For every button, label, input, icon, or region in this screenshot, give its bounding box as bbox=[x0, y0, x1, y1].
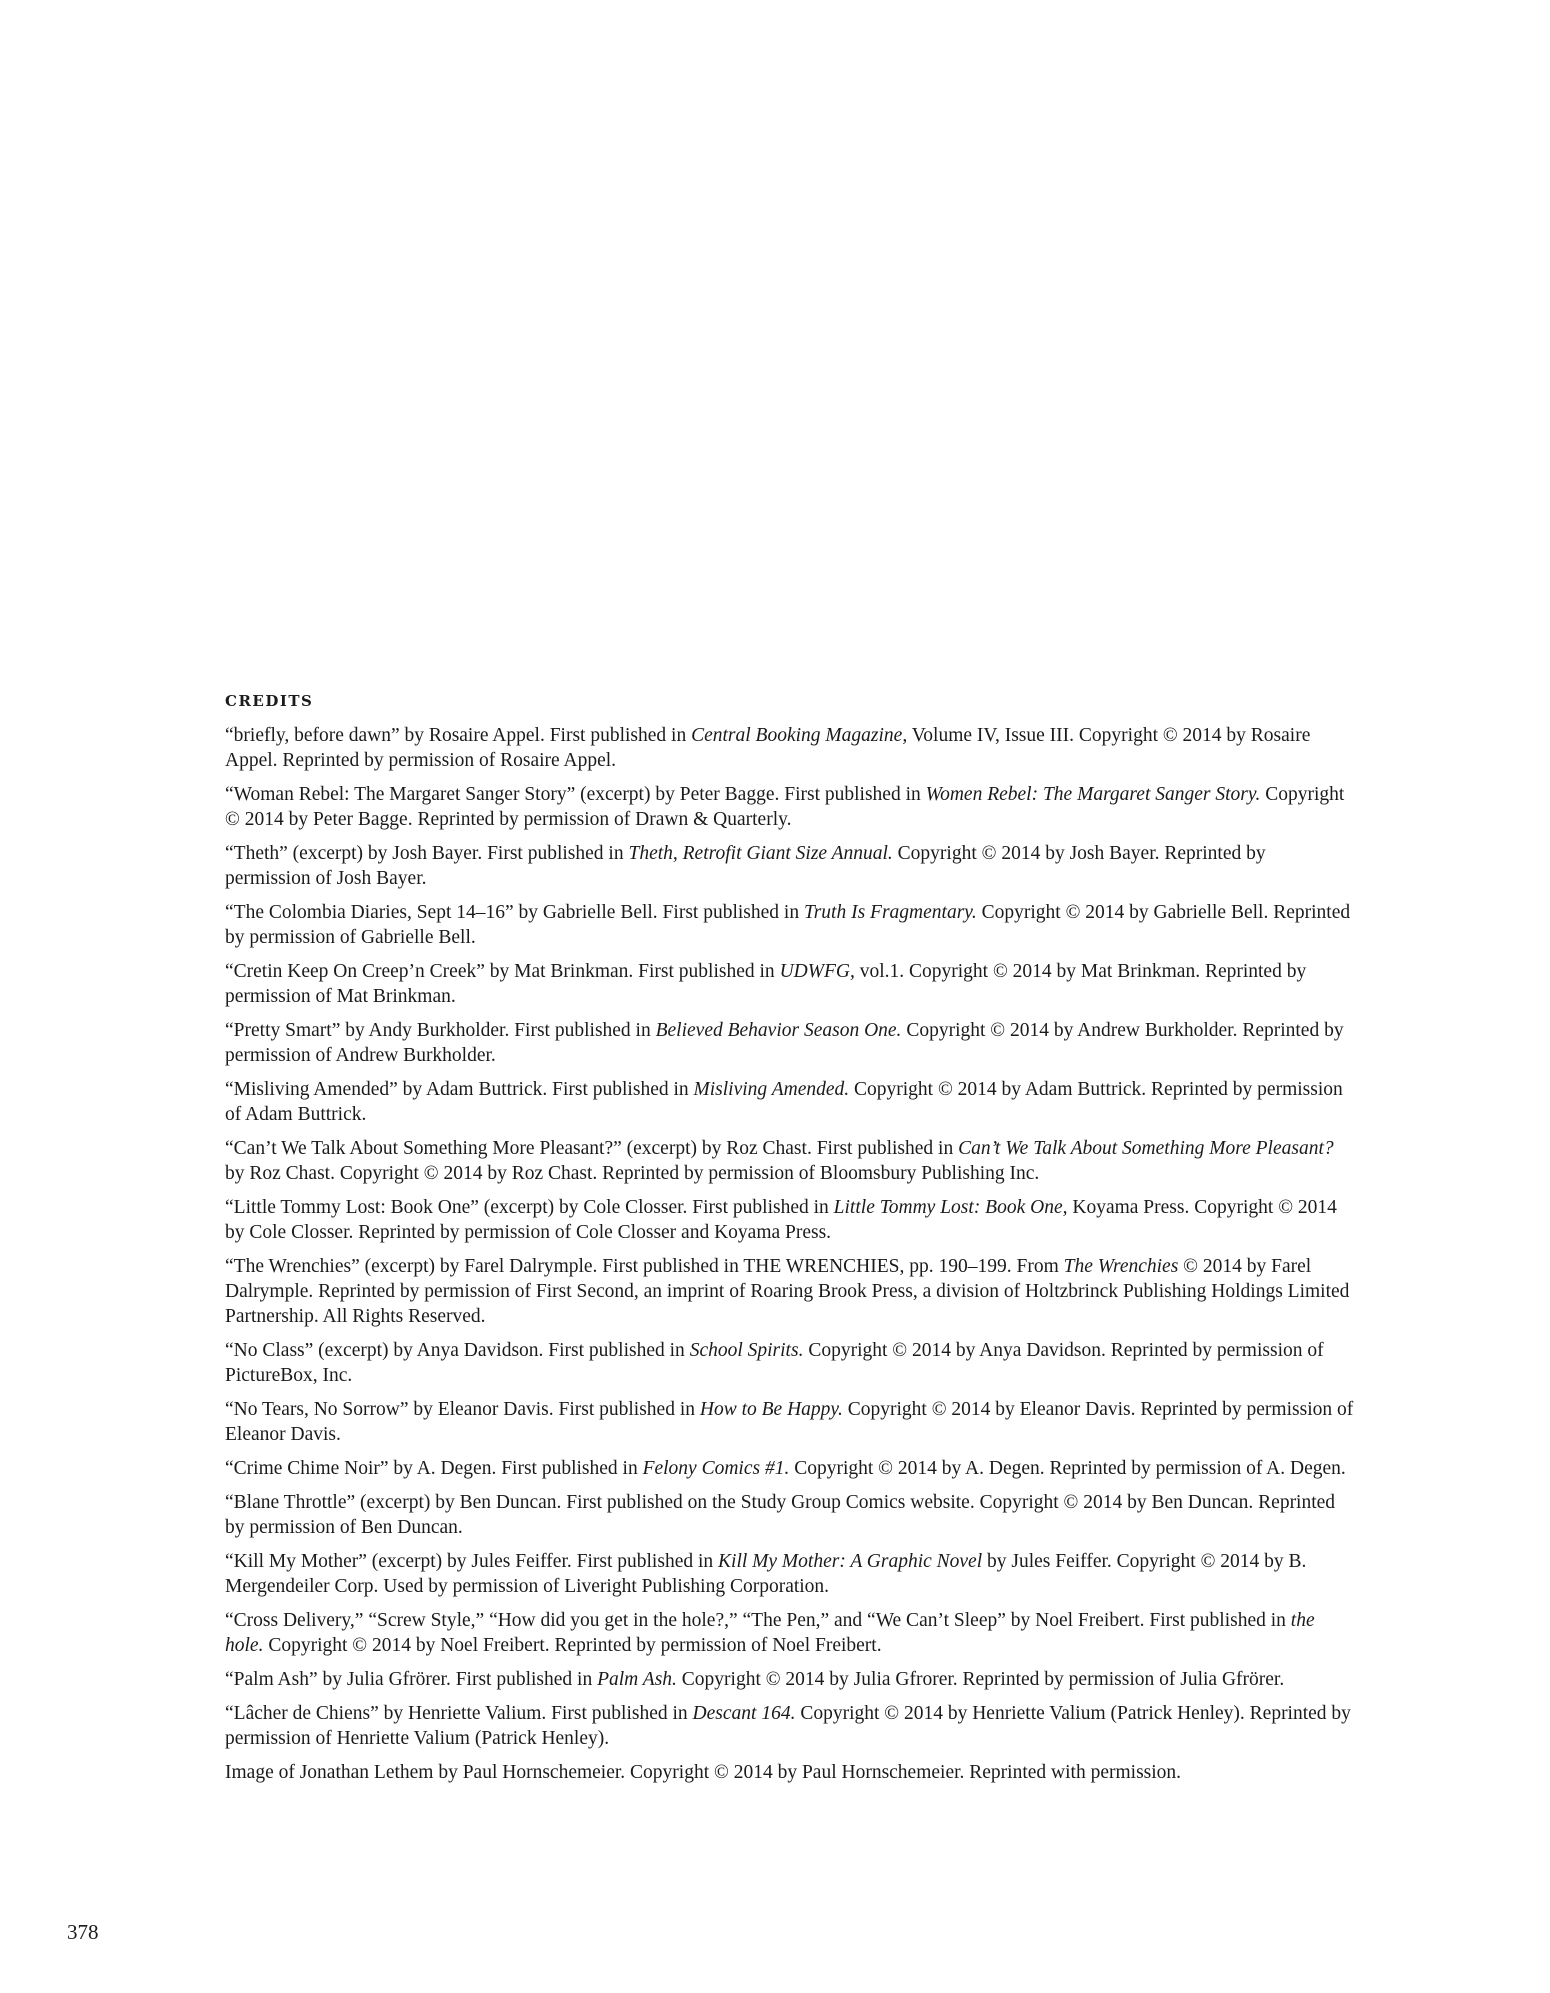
credit-text: Volume IV, Issue III. Copyright © 2014 by Rosaire Appel. Reprinted by permission of Rosaire Appel. bbox=[225, 725, 1311, 771]
credit-entry bbox=[225, 1397, 1355, 1447]
credit-text: “Crime Chime Noir” by A. Degen. First published in bbox=[225, 1458, 643, 1479]
credit-text: “Palm Ash” by Julia Gfrörer. First published in bbox=[225, 1669, 598, 1690]
credit-text: by Roz Chast. Copyright © 2014 by Roz Chast. Reprinted by permission of Bloomsbury Publishing Inc. bbox=[225, 1163, 1040, 1184]
credit-entry bbox=[225, 900, 1355, 950]
credit-entry bbox=[225, 1077, 1355, 1127]
credit-publication-title: Women Rebel: The Margaret Sanger Story. bbox=[925, 784, 1261, 805]
credit-text: “No Class” (excerpt) by Anya Davidson. First published in bbox=[225, 1340, 690, 1361]
credit-publication-title: UDWFG, bbox=[779, 961, 855, 982]
credit-text: © 2014 by Farel Dalrymple. Reprinted by permission of First Second, an imprint of Roaring Brook Press, a division of Holtzbrinck Publishing Holdings Limited Partnership. All Rights Reserved. bbox=[225, 1256, 1350, 1327]
credit-text: Copyright © 2014 by Eleanor Davis. Reprinted by permission of Eleanor Davis. bbox=[225, 1399, 1354, 1445]
credit-text: “briefly, before dawn” by Rosaire Appel. First published in bbox=[225, 725, 692, 746]
credit-text: vol.1. Copyright © 2014 by Mat Brinkman. Reprinted by permission of Mat Brinkman. bbox=[225, 961, 1307, 1007]
credit-text: “Misliving Amended” by Adam Buttrick. First published in bbox=[225, 1079, 694, 1100]
page-number: 378 bbox=[67, 1920, 99, 1944]
credit-text: Copyright © 2014 by Adam Buttrick. Reprinted by permission of Adam Buttrick. bbox=[225, 1079, 1343, 1125]
credit-publication-title: the hole. bbox=[225, 1610, 1315, 1656]
credit-publication-title: How to Be Happy. bbox=[699, 1399, 843, 1420]
credit-text: Copyright © 2014 by Julia Gfrorer. Reprinted by permission of Julia Gfrörer. bbox=[676, 1669, 1285, 1690]
credit-text: Copyright © 2014 by Andrew Burkholder. Reprinted by permission of Andrew Burkholder. bbox=[225, 1020, 1344, 1066]
credits-list bbox=[225, 723, 1355, 1785]
credit-publication-title: Central Booking Magazine, bbox=[691, 725, 908, 746]
credit-text: “No Tears, No Sorrow” by Eleanor Davis. First published in bbox=[225, 1399, 700, 1420]
credit-entry bbox=[225, 1760, 1355, 1785]
credit-publication-title: Little Tommy Lost: Book One, bbox=[833, 1197, 1068, 1218]
credit-text: “The Wrenchies” (excerpt) by Farel Dalrymple. First published in THE WRENCHIES, pp. 190–199. From bbox=[225, 1256, 1064, 1277]
credit-text: Copyright © 2014 by Noel Freibert. Reprinted by permission of Noel Freibert. bbox=[263, 1635, 882, 1656]
credit-text: “Can’t We Talk About Something More Pleasant?” (excerpt) by Roz Chast. First published in bbox=[225, 1138, 959, 1159]
credit-publication-title: Misliving Amended. bbox=[693, 1079, 850, 1100]
credit-publication-title: Palm Ash. bbox=[597, 1669, 677, 1690]
credit-text: “Pretty Smart” by Andy Burkholder. First published in bbox=[225, 1020, 656, 1041]
credit-text: “Woman Rebel: The Margaret Sanger Story” (excerpt) by Peter Bagge. First published in bbox=[225, 784, 926, 805]
credit-entry bbox=[225, 1338, 1355, 1388]
credit-text: Image of Jonathan Lethem by Paul Hornschemeier. Copyright © 2014 by Paul Hornschemeier. Reprinted with permission. bbox=[225, 1762, 1182, 1783]
credit-text: “Cretin Keep On Creep’n Creek” by Mat Brinkman. First published in bbox=[225, 961, 780, 982]
credits-heading: CREDITS bbox=[225, 692, 314, 710]
credit-publication-title: School Spirits. bbox=[689, 1340, 804, 1361]
credit-publication-title: The Wrenchies bbox=[1063, 1256, 1179, 1277]
credit-publication-title: Kill My Mother: A Graphic Novel bbox=[718, 1551, 983, 1572]
credit-entry bbox=[225, 841, 1355, 891]
credit-text: Copyright © 2014 by Henriette Valium (Patrick Henley). Reprinted by permission of Henriette Valium (Patrick Henley). bbox=[225, 1703, 1351, 1749]
credit-entry bbox=[225, 959, 1355, 1009]
credit-text: by Jules Feiffer. Copyright © 2014 by B. Mergendeiler Corp. Used by permission of Liveright Publishing Corporation. bbox=[225, 1551, 1307, 1597]
credit-text: “Kill My Mother” (excerpt) by Jules Feiffer. First published in bbox=[225, 1551, 719, 1572]
credit-text: Copyright © 2014 by Anya Davidson. Reprinted by permission of PictureBox, Inc. bbox=[225, 1340, 1324, 1386]
credit-entry bbox=[225, 1018, 1355, 1068]
credit-text: “Blane Throttle” (excerpt) by Ben Duncan. First published on the Study Group Comics website. Copyright © 2014 by Ben Duncan. Reprinted by permission of Ben Duncan. bbox=[225, 1492, 1336, 1538]
credit-entry bbox=[225, 782, 1355, 832]
credit-publication-title: Theth, Retrofit Giant Size Annual. bbox=[628, 843, 893, 864]
credit-text: “The Colombia Diaries, Sept 14–16” by Gabrielle Bell. First published in bbox=[225, 902, 804, 923]
credit-text: “Theth” (excerpt) by Josh Bayer. First published in bbox=[225, 843, 629, 864]
credit-publication-title: Can’t We Talk About Something More Pleasant? bbox=[958, 1138, 1334, 1159]
credit-text: “Little Tommy Lost: Book One” (excerpt) by Cole Closser. First published in bbox=[225, 1197, 834, 1218]
credit-text: Copyright © 2014 by Gabrielle Bell. Reprinted by permission of Gabrielle Bell. bbox=[225, 902, 1351, 948]
credit-entry bbox=[225, 1456, 1355, 1481]
credit-text: “Cross Delivery,” “Screw Style,” “How did you get in the hole?,” “The Pen,” and “We Can’t Sleep” by Noel Freibert. First published in bbox=[225, 1610, 1291, 1631]
credit-entry bbox=[225, 1549, 1355, 1599]
credit-text: Copyright © 2014 by Peter Bagge. Reprinted by permission of Drawn & Quarterly. bbox=[225, 784, 1345, 830]
credit-entry bbox=[225, 1701, 1355, 1751]
credit-text: Copyright © 2014 by Josh Bayer. Reprinted by permission of Josh Bayer. bbox=[225, 843, 1266, 889]
credit-entry bbox=[225, 1608, 1355, 1658]
credit-publication-title: Believed Behavior Season One. bbox=[655, 1020, 902, 1041]
credit-publication-title: Truth Is Fragmentary. bbox=[803, 902, 977, 923]
credit-text: Koyama Press. Copyright © 2014 by Cole Closser. Reprinted by permission of Cole Closser and Koyama Press. bbox=[225, 1197, 1337, 1243]
credit-entry bbox=[225, 1195, 1355, 1245]
credit-publication-title: Descant 164. bbox=[692, 1703, 796, 1724]
credits-section bbox=[225, 692, 1355, 1794]
credit-entry bbox=[225, 1667, 1355, 1692]
credit-text: Copyright © 2014 by A. Degen. Reprinted by permission of A. Degen. bbox=[789, 1458, 1346, 1479]
credit-entry bbox=[225, 1136, 1355, 1186]
credit-entry bbox=[225, 1490, 1355, 1540]
credit-text: “Lâcher de Chiens” by Henriette Valium. First published in bbox=[225, 1703, 693, 1724]
credit-entry bbox=[225, 723, 1355, 773]
credit-publication-title: Felony Comics #1. bbox=[642, 1458, 790, 1479]
credit-entry bbox=[225, 1254, 1355, 1329]
